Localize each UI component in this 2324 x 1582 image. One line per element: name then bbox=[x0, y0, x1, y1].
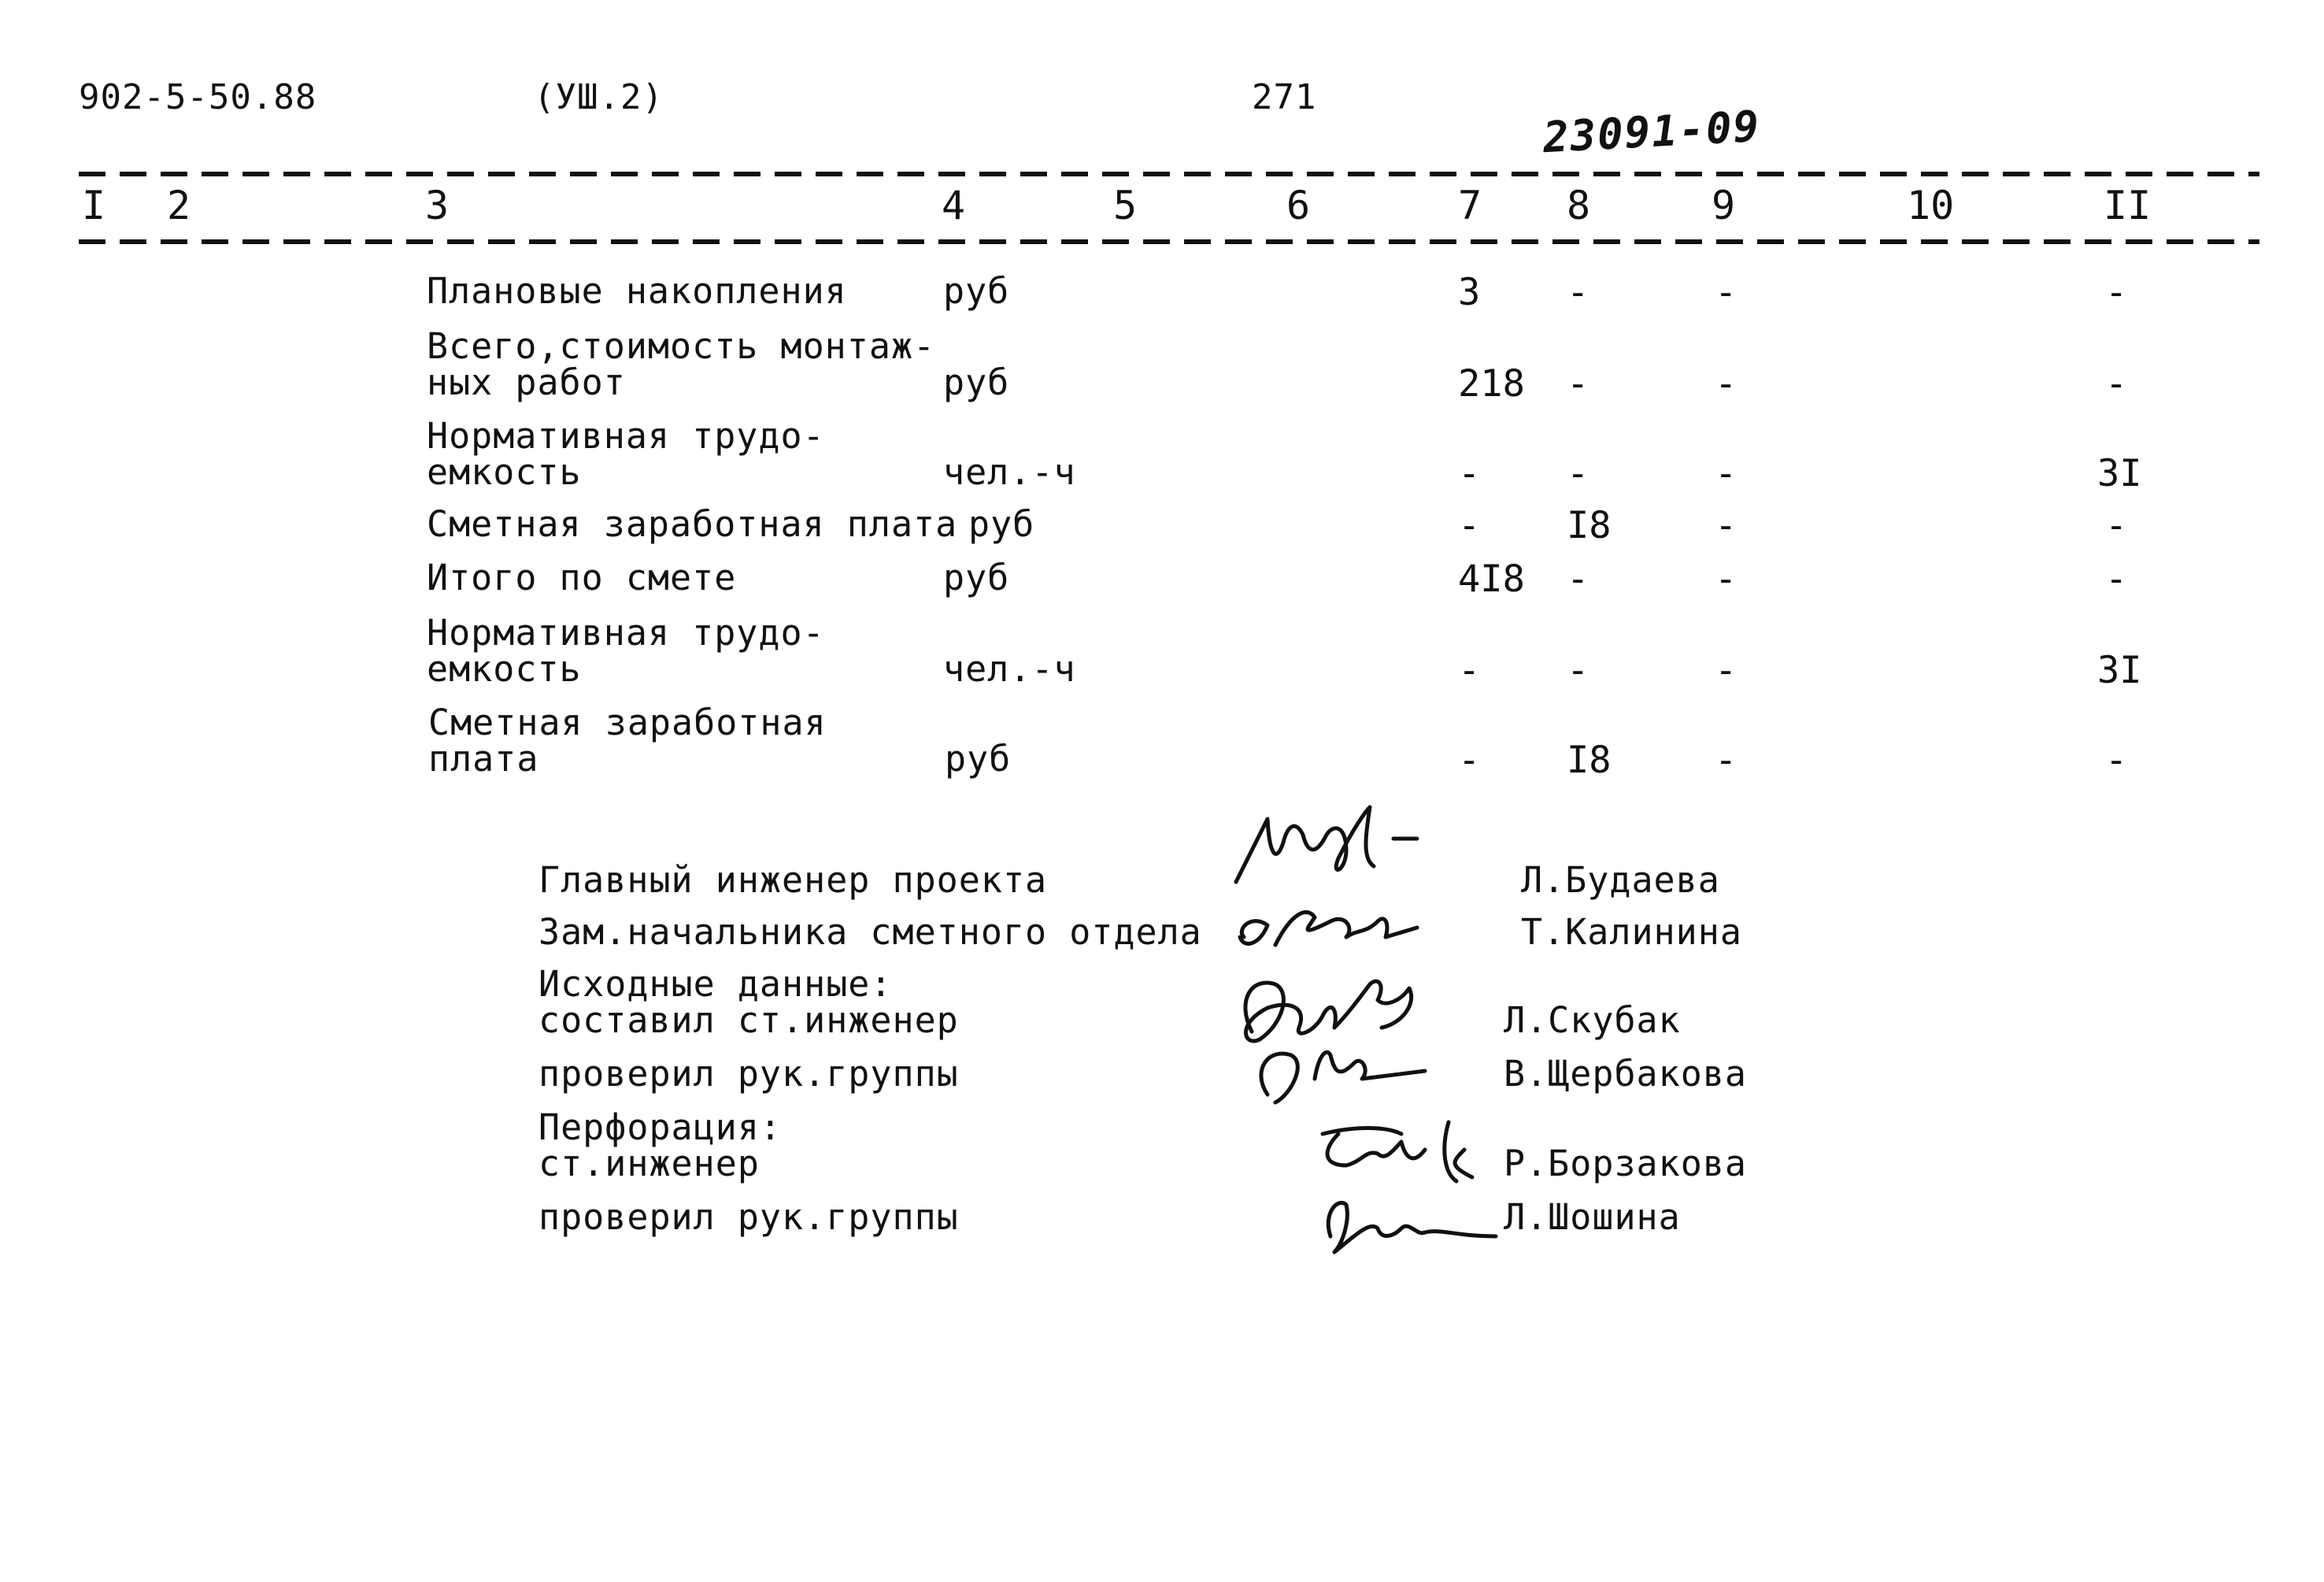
signatory-role: Исходные данные: bbox=[538, 963, 893, 1005]
signatory-name: Л.Скубак bbox=[1504, 999, 1681, 1041]
handwritten-signature bbox=[1220, 953, 1456, 1142]
cell-col9: - bbox=[1715, 504, 1737, 547]
cell-col9: - bbox=[1715, 271, 1737, 314]
cell-col8: I8 bbox=[1567, 504, 1612, 547]
row-unit: чел.-ч bbox=[943, 648, 1076, 690]
cell-col11: - bbox=[2105, 271, 2128, 314]
cell-col8: - bbox=[1567, 452, 1589, 495]
handwritten-signature bbox=[1228, 803, 1433, 898]
signatory-role: Зам.начальника сметного отдела bbox=[538, 911, 1202, 953]
cell-col8: - bbox=[1567, 362, 1589, 406]
row-name: Итого по смете bbox=[427, 557, 737, 598]
signatory-name: Л.Будаева bbox=[1521, 859, 1720, 901]
cell-col7: - bbox=[1458, 504, 1481, 547]
cell-col8: - bbox=[1567, 649, 1589, 692]
column-number: II bbox=[2104, 183, 2152, 228]
column-number: 7 bbox=[1458, 183, 1482, 228]
column-number: 2 bbox=[167, 183, 191, 228]
column-number: I bbox=[82, 183, 106, 228]
signatory-name: В.Щербакова bbox=[1504, 1053, 1748, 1095]
row-unit: руб bbox=[943, 270, 1010, 312]
row-name: Всего,стоимость монтаж- bbox=[427, 325, 936, 367]
signatory-role: Главный инженер проекта bbox=[538, 859, 1048, 901]
cell-col9: - bbox=[1715, 558, 1737, 601]
signatory-role: Перфорация: bbox=[538, 1106, 783, 1148]
row-name: Нормативная трудо- bbox=[427, 415, 825, 457]
row-unit: руб bbox=[943, 557, 1010, 598]
cell-col11: - bbox=[2105, 739, 2128, 782]
row-unit: руб bbox=[968, 503, 1035, 545]
handwritten-signature bbox=[1228, 898, 1449, 961]
row-name-continuation: емкость bbox=[427, 648, 582, 690]
signatory-name: Р.Борзакова bbox=[1504, 1143, 1748, 1184]
cell-col11: 3I bbox=[2097, 452, 2142, 495]
row-name-continuation: плата bbox=[428, 738, 539, 780]
row-name: Плановые накопления bbox=[427, 270, 847, 312]
row-name-continuation: емкость bbox=[427, 451, 582, 493]
cell-col8: I8 bbox=[1567, 739, 1612, 782]
cell-col8: - bbox=[1567, 558, 1589, 601]
archive-stamp-number: 23091-09 bbox=[1541, 101, 1762, 163]
cell-col7: 218 bbox=[1458, 362, 1525, 406]
row-name: Сметная заработная bbox=[428, 702, 827, 743]
cell-col7: - bbox=[1458, 452, 1481, 495]
page-number: 271 bbox=[1252, 77, 1317, 117]
row-name: Нормативная трудо- bbox=[427, 612, 825, 654]
cell-col9: - bbox=[1715, 649, 1737, 692]
cell-col7: 3 bbox=[1458, 271, 1481, 314]
column-number: 5 bbox=[1113, 183, 1138, 228]
signatory-role-continuation: составил ст.инженер bbox=[538, 999, 959, 1041]
cell-col11: 3I bbox=[2097, 649, 2142, 692]
handwritten-signature bbox=[1307, 1118, 1496, 1260]
cell-col8: - bbox=[1567, 271, 1589, 314]
signatory-name: Л.Шошина bbox=[1504, 1196, 1681, 1238]
column-number: 6 bbox=[1286, 183, 1311, 228]
cell-col11: - bbox=[2105, 504, 2128, 547]
signatory-name: Т.Калинина bbox=[1521, 911, 1742, 953]
row-unit: чел.-ч bbox=[943, 451, 1076, 493]
signatory-role: проверил рук.группы bbox=[538, 1053, 959, 1095]
column-number: 10 bbox=[1907, 183, 1955, 228]
row-unit: руб bbox=[943, 361, 1010, 403]
column-number: 8 bbox=[1567, 183, 1591, 228]
row-name: Сметная заработная плата bbox=[427, 503, 958, 545]
cell-col7: 4I8 bbox=[1458, 558, 1525, 601]
row-unit: руб bbox=[945, 738, 1012, 780]
cell-col9: - bbox=[1715, 452, 1737, 495]
table-header-rule bbox=[79, 239, 2259, 244]
cell-col11: - bbox=[2105, 362, 2128, 406]
cell-col9: - bbox=[1715, 362, 1737, 406]
column-number: 3 bbox=[425, 183, 450, 228]
signatory-role-continuation: ст.инженер bbox=[538, 1143, 760, 1184]
section-code: (УШ.2) bbox=[534, 77, 664, 117]
cell-col7: - bbox=[1458, 649, 1481, 692]
column-number: 4 bbox=[942, 183, 966, 228]
row-name-continuation: ных работ bbox=[427, 361, 626, 403]
column-number: 9 bbox=[1712, 183, 1736, 228]
document-code: 902-5-50.88 bbox=[79, 77, 317, 117]
cell-col11: - bbox=[2105, 558, 2128, 601]
cell-col9: - bbox=[1715, 739, 1737, 782]
table-top-rule bbox=[79, 172, 2259, 176]
signatory-role: проверил рук.группы bbox=[538, 1196, 959, 1238]
cell-col7: - bbox=[1458, 739, 1481, 782]
